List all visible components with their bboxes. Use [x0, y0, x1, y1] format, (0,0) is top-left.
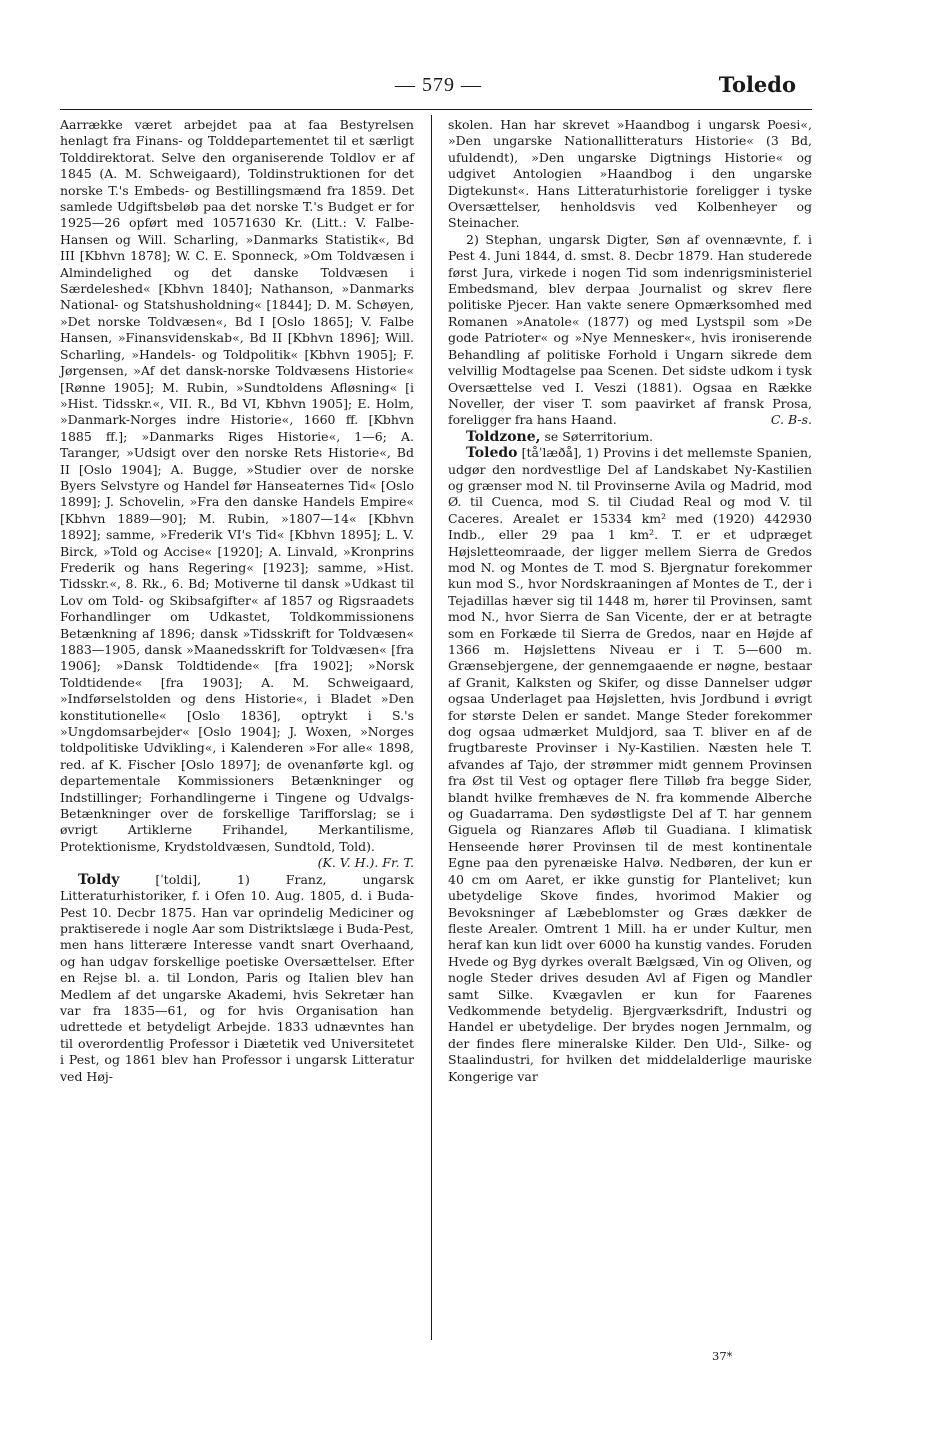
header-rule: [60, 109, 812, 110]
toldzone-headword: Toldzone,: [466, 428, 541, 445]
toldy-stephan-text: 2) Stephan, ungarsk Digter, Søn af ovennævnte, f. i Pest 4. Juni 1844, d. smst. 8. Decbr 1879. Han studerede først Jura, virkede i nogen Tid som indenrigsministeriel Embedsmand, blev derpaa Journalist og skrev flere politiske Pjecer. Han vakte senere Opmærksomhed med Romanen »Anatole« (1877) og med Lystspil som »De gode Patrioter« og »Nye Mennesker«, hvis ironiserende Behandling af politiske Forhold i Ungarn sikrede dem velvillig Modtagelse paa Scenen. Det sidste udkom i tysk Oversættelse ved I. Veszi (1881). Ogsaa en Række Noveller, der viser T. som paavirket af fransk Prosa, foreligger fra hans Haand.: [448, 231, 812, 428]
told-entry-signature: (K. V. H.). Fr. T.: [317, 855, 414, 871]
toldy-entry-text: [ˈtoldi], 1) Franz, ungarsk Litteraturhistoriker, f. i Ofen 10. Aug. 1805, d. i Buda-Pest 10. Decbr 1875. Han var oprindelig Mediciner og praktiserede i nogle Aar som Distriktslæge i Buda-Pest, men hans litterære Interesse vandt snart Overhaand, og han udgav forskellige poetiske Oversættelser. Efter en Rejse bl. a. til London, Paris og Italien blev han Medlem af det ungarske Akademi, hvis Sekretær han var fra 1835—61, og for hvis Organisation han udrettede et betydeligt Arbejde. 1833 udnævntes han til overordentlig Professor i Diætetik ved Universitetet i Pest, og 1861 blev han Professor i ungarsk Litteratur ved Høj-: [60, 871, 414, 1084]
toldy-entry-continuation: skolen. Han har skrevet »Haandbog i ungarsk Poesi«, »Den ungarske Nationallitteraturs Historie« (3 Bd, ufuldendt), »Den ungarske Digtnings Historie« og udgivet Antologien »Haandbog i den ungarske Digtekunst«. Hans Litteraturhistorie foreligger i tyske Oversættelser, henholdsvis ved Kolbenheyer og Steinacher.: [448, 117, 812, 231]
toledo-entry-text: [tåˈlæðå], 1) Provins i det mellemste Spanien, udgør den nordvestlige Del af Landskabet Ny-Kastilien og grænser mod N. til Provinserne Avila og Madrid, mod Ø. til Cuenca, mod S. til Ciudad Real og mod V. til Caceres. Arealet er 15334 km² med (1920) 442930 Indb., eller 29 paa 1 km². T. er et udpræget Højsletteomraade, der ligger mellem Sierra de Gredos mod N. og Montes de T. mod S. Bjergnatur forekommer kun mod S., hvor Nordskraaningen af Montes de T., der i Tejadillas hæver sig til 1448 m, hører til Provinsen, samt mod N., hvor Sierra de San Vicente, der er at betragte som en Forkæde til Sierra de Gredos, naar en Højde af 1366 m. Højslettens Niveau er i T. 5—600 m. Grænsebjergene, der gennemgaaende er nøgne, bestaar af Granit, Kalksten og Skifer, og disse Dannelser udgør ogsaa Underlaget paa Højsletten, hvis Jordbund i øvrigt for største Delen er sandet. Mange Steder forekommer dog ogsaa udmærket Muldjord, saa T. bliver en af de frugtbareste Provinser i Ny-Kastilien. Næsten hele T. afvandes af Tajo, der strømmer midt gennem Provinsen fra Øst til Vest og optager flere Tilløb fra begge Sider, blandt hvilke fremhæves de N. fra kommende Alberche og Guadarrama. Den sydøstligste Del af T. har gennem Giguela og Rianzares Afløb til Guadiana. I klimatisk Henseende hører Provinsen til de mest kontinentale Egne paa den pyrenæiske Halvø. Nedbøren, der kun er 40 cm om Aaret, er ikke gunstig for Plantelivet; kun ubetydelige Skove findes, hvorimod Makier og Bevoksninger af Læbeblomster og Græs dækker de fleste Arealer. Omtrent 1 Mill. ha er under Kultur, men heraf kan kun lidt over 6000 ha kunstig vandes. Foruden Hvede og Byg dyrkes overalt Bælgsæd, Vin og Oliven, og nogle Steder drives desuden Avl af Figen og Mandler samt Silke. Kvægavlen er kun for Faarenes Vedkommende betydelig. Bjergværksdrift, Industri og Handel er ubetydelige. Der brydes nogen Jernmalm, og der findes flere mineralske Kilder. Den Uld-, Silke- og Staalindustri, for hvilken det middelalderlige mauriske Kongerige var: [448, 445, 812, 1084]
toldy-headword: Toldy: [78, 871, 120, 888]
toldzone-entry: [448, 429, 812, 445]
column-divider: [431, 115, 432, 1340]
sheet-signature-mark: 37*: [712, 1349, 733, 1363]
toldy-stephan-entry: [448, 232, 812, 429]
page-number: — 579 —: [395, 74, 482, 96]
toldzone-entry-text: se Søterritorium.: [544, 428, 654, 444]
toledo-headword: Toledo: [466, 445, 518, 462]
right-column: [448, 117, 812, 1085]
left-column: [60, 117, 414, 1085]
told-entry-continuation: [60, 117, 414, 871]
told-entry-text: Aarrække været arbejdet paa at faa Bestyrelsen henlagt fra Finans- og Tolddepartementet til et særligt Tolddirektorat. Selve den organiserende Toldlov er af 1845 (A. M. Schweigaard), Toldinstruktionen for det norske T.'s Embeds- og Bestillingsmænd fra 1859. Det samlede Udgiftsbeløb paa det norske T.'s Budget er for 1925—26 opført med 10571630 Kr. (Litt.: V. Falbe-Hansen og Will. Scharling, »Danmarks Statistik«, Bd III [Kbhvn 1878]; W. C. E. Sponneck, »Om Toldvæsen i Almindelighed og det danske Toldvæsen i Særdeleshed« [Kbhvn 1840]; Nathanson, »Danmarks National- og Statshusholdning« [1844]; D. M. Schøyen, »Det norske Toldvæsen«, Bd I [Oslo 1865]; V. Falbe Hansen, »Finansvidenskab«, Bd II [Kbhvn 1896]; Will. Scharling, »Handels- og Toldpolitik« [Kbhvn 1905]; F. Jørgensen, »Af det dansk-norske Toldvæsens Historie« [Rønne 1905]; M. Rubin, »Sundtoldens Afløsning« [i »Hist. Tidsskr.«, VII. R., Bd VI, Kbhvn 1905]; E. Holm, »Danmark-Norges indre Historie«, 1660 ff. [Kbhvn 1885 ff.]; »Danmarks Riges Historie«, 1—6; A. Taranger, »Udsigt over den norske Rets Historie«, Bd II [Oslo 1904]; A. Bugge, »Studier over de norske Byers Selvstyre og Handel før Hanseaternes Tid« [Oslo 1899]; J. Schovelin, »Fra den danske Handels Empire« [Kbhvn 1889—90]; M. Rubin, »1807—14« [Kbhvn 1892]; samme, »Frederik VI's Tid« [Kbhvn 1895]; L. V. Birck, »Told og Accise« [1920]; A. Linvald, »Kronprins Frederik og hans Regering« [1923]; samme, »Hist. Tidsskr.«, 8. Rk., 6. Bd; Motiverne til dansk »Udkast til Lov om Told- og Skibsafgifter« af 1857 og Rigsraadets Forhandlinger om Udkastet, Toldkommissionens Betænkning af 1896; dansk »Tidsskrift for Toldvæsen« 1883—1905, dansk »Maanedsskrift for Toldvæsen« [fra 1906]; »Dansk Toldtidende« [fra 1902]; »Norsk Toldtidende« [fra 1903]; A. M. Schweigaard, »Indførselstolden og dens Historie«, i Bladet »Den konstitutionelle« [Oslo 1836], optrykt i S.'s »Ungdomsarbejder« [Oslo 1904]; J. Woxen, »Norges toldpolitiske Udvikling«, i Kalenderen »For alle« 1898, red. af K. Fischer [Oslo 1897]; de ovenanførte kgl. og departementale Kommissioners Betænkninger og Indstillinger; Forhandlingerne i Tingene og Udvalgs-Betænkninger over de forskellige Tarifforslag; se i øvrigt Artiklerne Frihandel, Merkantilisme, Protektionisme, Krydstoldvæsen, Sundtold, Told).: [60, 117, 414, 854]
toldy-stephan-signature: C. B-s.: [770, 412, 812, 428]
toldy-entry: [60, 872, 414, 1085]
running-head: Toledo: [718, 72, 796, 97]
toledo-entry: [448, 445, 812, 1085]
